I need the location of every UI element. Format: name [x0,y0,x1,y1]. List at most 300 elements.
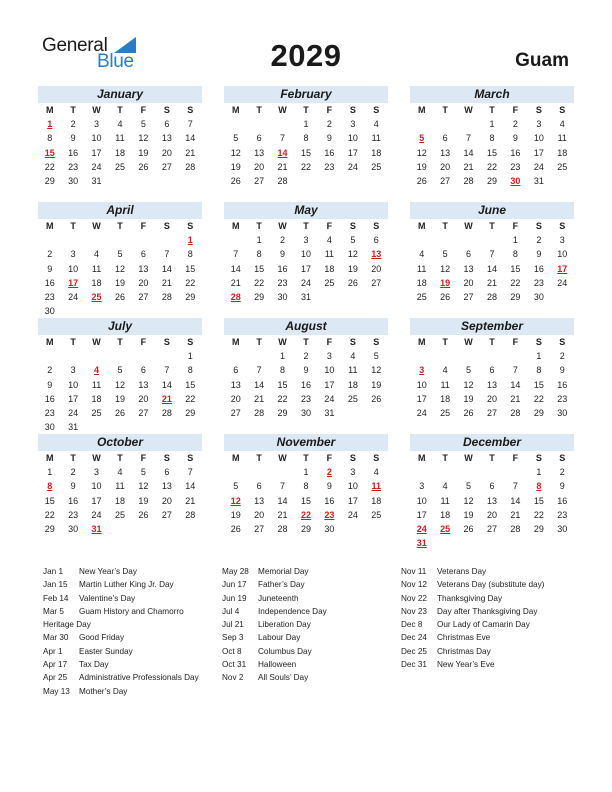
weekday-header: F [512,105,519,115]
empty-day-cell [341,290,364,304]
day-cell: 8 [489,133,495,144]
holiday-entry [222,592,412,605]
weekday-header: T [256,221,262,231]
empty-day-cell [551,174,574,188]
day-cell: 19 [416,161,427,172]
day-cell: 12 [138,133,149,144]
empty-day-cell [61,304,84,318]
day-cell: 23 [557,393,568,404]
day-cell: 1 [303,467,309,478]
day-cell: 11 [557,133,567,144]
day-cell: 12 [371,365,382,376]
day-cell: 15 [300,495,311,506]
day-cell: 8 [187,249,193,260]
weekday-header: F [140,105,147,115]
empty-day-cell [480,349,503,363]
weekday-header: M [231,105,240,115]
weekday-header: T [303,105,309,115]
month-title: December [410,434,574,451]
weekday-header: S [535,337,542,347]
day-cell: 22 [185,277,196,288]
empty-day-cell [224,117,247,131]
holiday-entry [222,605,412,618]
weekday-header: S [163,221,170,231]
day-cell: 11 [91,263,102,274]
empty-day-cell [457,465,480,479]
holiday-date: Mar 5 [43,606,64,616]
day-cell: 2 [47,365,53,376]
empty-day-cell [155,420,178,434]
empty-day-cell [108,233,131,247]
holiday-date: Dec 31 [401,660,427,670]
holiday-date: Sep 3 [222,633,244,643]
holiday-date: Feb 14 [43,593,69,603]
day-cell: 20 [371,263,382,274]
day-cell: 28 [486,291,497,302]
holiday-entry [43,645,233,658]
weekday-header: T [117,453,123,463]
empty-day-cell [410,465,433,479]
holiday-date: Jan 15 [43,580,68,590]
day-cell: 7 [512,365,518,376]
month-title: February [224,86,388,103]
holiday-name: Thanksgiving Day [437,593,503,603]
holiday-entry [43,658,233,671]
weekday-header: M [45,221,54,231]
empty-day-cell [433,536,456,550]
day-cell: 8 [187,365,193,376]
day-cell: 31 [300,291,311,302]
day-cell: 15 [44,495,55,506]
weekday-header: T [489,453,495,463]
weekday-header: F [512,221,519,231]
holiday-name-continuation: Heritage Day [43,620,91,630]
month-grid [38,219,202,318]
holiday-entry [401,578,591,591]
weekday-header: M [45,337,54,347]
day-cell: 20 [254,161,265,172]
day-cell: 21 [486,277,497,288]
day-cell: 4 [442,481,448,492]
month-title: September [410,318,574,335]
day-cell: 22 [185,393,196,404]
day-cell: 25 [114,161,125,172]
weekday-header: M [417,105,426,115]
day-cell: 22 [510,277,521,288]
holiday-date: Jun 19 [222,593,247,603]
day-cell: 18 [91,277,102,288]
day-cell: 5 [466,365,472,376]
day-cell: 11 [371,133,381,144]
day-cell: 31 [91,175,102,186]
empty-day-cell [61,233,84,247]
day-cell: 24 [324,393,335,404]
day-cell: 7 [187,119,193,130]
empty-day-cell [480,465,503,479]
holiday-entry [401,592,591,605]
day-cell: 8 [512,249,518,260]
day-cell: 14 [230,263,241,274]
month-grid [38,103,202,188]
weekday-header: S [163,453,170,463]
day-cell: 21 [277,509,288,520]
day-cell: 22 [300,161,311,172]
day-cell: 21 [185,495,196,506]
day-cell: 15 [300,147,311,158]
day-cell: 12 [138,481,149,492]
month-december [410,434,574,550]
empty-day-cell [132,304,155,318]
day-cell: 28 [185,161,196,172]
holiday-entry [222,631,412,644]
day-cell: 14 [185,481,196,492]
day-cell: 10 [416,495,427,506]
day-cell: 28 [463,175,474,186]
weekday-header: T [442,453,448,463]
month-title: April [38,202,202,219]
day-cell: 20 [254,509,265,520]
day-cell: 29 [510,291,521,302]
day-cell: 19 [230,161,241,172]
holiday-column [401,565,591,671]
weekday-header: S [373,453,380,463]
day-cell: 30 [557,523,568,534]
day-cell: 20 [486,509,497,520]
month-grid [410,335,574,420]
empty-day-cell [85,304,108,318]
weekday-header: S [559,337,566,347]
day-cell: 4 [326,235,332,246]
day-cell: 27 [440,175,451,186]
day-cell: 18 [371,495,382,506]
month-june [410,202,574,304]
day-cell: 13 [371,249,382,260]
day-cell: 12 [114,263,125,274]
holiday-date: Jul 4 [222,606,240,616]
day-cell: 1 [280,351,286,362]
weekday-header: W [92,337,101,347]
day-cell: 16 [557,379,568,390]
weekday-header: F [140,221,147,231]
day-cell: 11 [348,365,358,376]
day-cell: 2 [559,467,565,478]
holiday-name: Administrative Professionals Day [79,673,199,683]
month-title: November [224,434,388,451]
holiday-entry [43,685,233,698]
day-cell: 12 [114,379,125,390]
day-cell: 9 [326,481,332,492]
day-cell: 23 [533,277,544,288]
day-cell: 19 [463,509,474,520]
day-cell: 25 [114,509,125,520]
day-cell: 15 [185,263,196,274]
holiday-date: Jan 1 [43,567,64,576]
day-cell: 5 [442,249,448,260]
day-cell: 9 [536,249,542,260]
day-cell: 2 [512,119,518,130]
day-cell: 9 [70,481,76,492]
holiday-name: Tax Day [79,660,109,670]
day-cell: 13 [161,133,172,144]
day-cell: 1 [256,235,262,246]
day-cell: 20 [161,495,172,506]
day-cell: 16 [324,495,335,506]
day-cell: 26 [416,175,427,186]
month-april [38,202,202,318]
day-cell: 30 [324,523,335,534]
empty-day-cell [457,536,480,550]
holiday-date: Apr 25 [43,673,68,683]
day-cell: 31 [416,538,427,549]
empty-day-cell [504,536,527,550]
day-cell: 26 [230,175,241,186]
weekday-header: S [559,221,566,231]
day-cell: 6 [442,133,448,144]
day-cell: 26 [138,161,149,172]
day-cell: 3 [350,467,356,478]
holiday-name: Good Friday [79,633,125,643]
weekday-header: T [70,337,76,347]
day-cell: 17 [91,495,102,506]
day-cell: 12 [463,495,474,506]
weekday-header: S [373,221,380,231]
day-cell: 8 [303,481,309,492]
day-cell: 30 [277,291,288,302]
weekday-header: T [442,221,448,231]
empty-day-cell [365,406,388,420]
holiday-name: Labour Day [258,633,301,643]
day-cell: 22 [486,161,497,172]
day-cell: 3 [559,235,565,246]
day-cell: 6 [164,119,170,130]
weekday-header: F [326,105,333,115]
holiday-entry [43,631,233,644]
day-cell: 21 [510,509,521,520]
day-cell: 3 [70,249,76,260]
day-cell: 26 [230,523,241,534]
day-cell: 26 [114,291,125,302]
day-cell: 31 [91,523,102,534]
day-cell: 11 [91,379,102,390]
day-cell: 10 [324,365,335,376]
day-cell: 17 [416,393,427,404]
day-cell: 24 [533,161,544,172]
day-cell: 12 [416,147,427,158]
day-cell: 26 [463,523,474,534]
empty-day-cell [179,174,202,188]
day-cell: 14 [161,263,172,274]
day-cell: 19 [371,379,382,390]
weekday-header: T [117,105,123,115]
empty-day-cell [179,522,202,536]
day-cell: 29 [277,407,288,418]
day-cell: 29 [44,175,55,186]
weekday-header: S [163,337,170,347]
month-march [410,86,574,188]
weekday-header: W [278,453,287,463]
day-cell: 13 [138,263,149,274]
day-cell: 27 [138,407,149,418]
day-cell: 22 [254,277,265,288]
weekday-header: T [442,337,448,347]
empty-day-cell [318,174,341,188]
day-cell: 25 [371,161,382,172]
day-cell: 7 [187,467,193,478]
holiday-date: Dec 8 [401,620,423,630]
day-cell: 10 [300,249,311,260]
day-cell: 1 [47,119,53,130]
day-cell: 27 [371,277,382,288]
day-cell: 1 [512,235,518,246]
day-cell: 24 [416,523,427,534]
day-cell: 28 [161,407,172,418]
weekday-header: W [92,105,101,115]
weekday-header: S [349,453,356,463]
day-cell: 6 [373,235,379,246]
day-cell: 30 [68,523,79,534]
month-july [38,318,202,434]
holiday-entry [401,618,591,631]
day-cell: 28 [254,407,265,418]
day-cell: 16 [324,147,335,158]
day-cell: 12 [440,263,451,274]
day-cell: 14 [277,495,288,506]
day-cell: 15 [185,379,196,390]
day-cell: 21 [277,161,288,172]
day-cell: 23 [68,509,79,520]
day-cell: 4 [94,249,100,260]
day-cell: 2 [559,351,565,362]
day-cell: 13 [254,147,265,158]
day-cell: 7 [280,481,286,492]
day-cell: 1 [489,119,495,130]
day-cell: 5 [350,235,356,246]
holiday-name: Columbus Day [258,646,312,656]
holiday-entry [43,565,233,578]
day-cell: 20 [230,393,241,404]
weekday-header: S [187,453,194,463]
day-cell: 13 [486,379,497,390]
weekday-header: S [163,105,170,115]
day-cell: 16 [44,393,55,404]
empty-day-cell [365,522,388,536]
day-cell: 6 [256,481,262,492]
weekday-header: W [464,105,473,115]
day-cell: 23 [557,509,568,520]
day-cell: 27 [486,407,497,418]
day-cell: 25 [371,509,382,520]
day-cell: 16 [300,379,311,390]
day-cell: 15 [486,147,497,158]
day-cell: 17 [347,495,358,506]
weekday-header: W [278,337,287,347]
day-cell: 6 [164,467,170,478]
empty-day-cell [341,406,364,420]
weekday-header: T [303,221,309,231]
day-cell: 1 [187,351,193,362]
day-cell: 2 [536,235,542,246]
day-cell: 8 [47,481,53,492]
empty-day-cell [527,536,550,550]
day-cell: 16 [510,147,521,158]
day-cell: 15 [533,379,544,390]
day-cell: 10 [68,263,79,274]
day-cell: 21 [161,393,172,404]
day-cell: 10 [416,379,427,390]
empty-day-cell [457,349,480,363]
weekday-header: F [326,453,333,463]
month-may [224,202,388,304]
holiday-name: Day after Thanksgiving Day [437,606,538,616]
calendar-year: 2029 [270,38,342,73]
day-cell: 29 [300,523,311,534]
day-cell: 5 [117,249,123,260]
day-cell: 14 [254,379,265,390]
day-cell: 24 [68,291,79,302]
empty-day-cell [247,465,270,479]
day-cell: 9 [303,365,309,376]
day-cell: 24 [557,277,568,288]
month-october [38,434,202,536]
day-cell: 9 [47,263,53,274]
day-cell: 23 [300,393,311,404]
empty-day-cell [551,536,574,550]
day-cell: 31 [68,422,79,433]
holiday-date: May 13 [43,686,70,696]
weekday-header: M [231,337,240,347]
day-cell: 17 [416,509,427,520]
weekday-header: S [349,105,356,115]
day-cell: 6 [140,365,146,376]
day-cell: 6 [466,249,472,260]
holiday-entry [43,578,233,591]
day-cell: 28 [510,523,521,534]
day-cell: 5 [419,133,425,144]
weekday-header: F [140,337,147,347]
day-cell: 2 [280,235,286,246]
holiday-name: Veterans Day (substitute day) [437,580,545,590]
day-cell: 26 [347,277,358,288]
holiday-date: May 28 [222,567,249,576]
empty-day-cell [457,117,480,131]
weekday-header: W [92,453,101,463]
holiday-date: Jun 17 [222,580,247,590]
day-cell: 13 [254,495,265,506]
month-november [224,434,388,536]
holiday-date: Dec 24 [401,633,427,643]
empty-day-cell [410,349,433,363]
day-cell: 30 [300,407,311,418]
holiday-name: Mother’s Day [79,686,128,696]
empty-day-cell [433,465,456,479]
weekday-header: F [326,337,333,347]
empty-day-cell [247,117,270,131]
holiday-entry [43,605,233,618]
day-cell: 18 [347,379,358,390]
day-cell: 5 [140,119,146,130]
weekday-header: S [349,221,356,231]
day-cell: 1 [536,351,542,362]
empty-day-cell [504,349,527,363]
day-cell: 21 [185,147,196,158]
day-cell: 23 [277,277,288,288]
weekday-header: W [278,221,287,231]
day-cell: 6 [233,365,239,376]
empty-day-cell [85,420,108,434]
day-cell: 13 [138,379,149,390]
day-cell: 26 [463,407,474,418]
day-cell: 24 [68,407,79,418]
